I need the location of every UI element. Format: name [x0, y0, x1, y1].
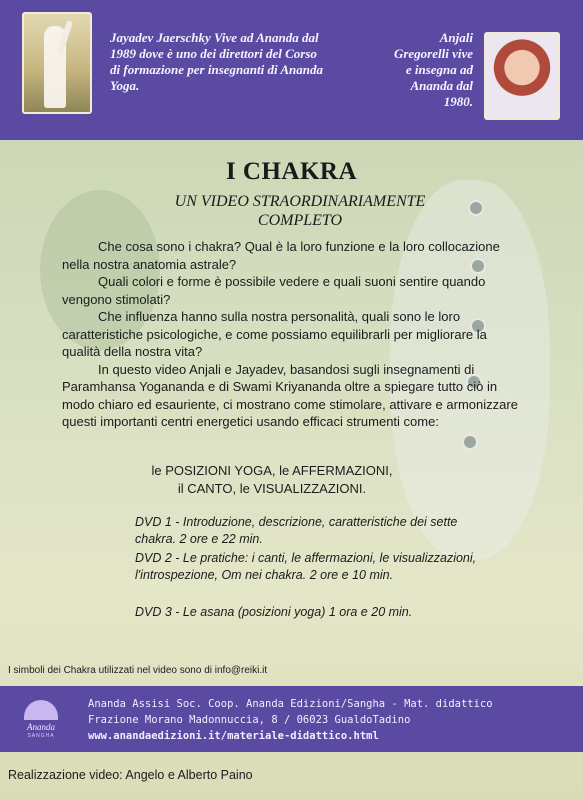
header-band: [0, 0, 583, 140]
tools-line-2: il CANTO, le VISUALIZZAZIONI.: [177, 481, 367, 496]
publisher-url: www.anandaedizioni.it/materiale-didattico.html: [88, 730, 379, 742]
publisher-info: [88, 696, 568, 744]
publisher-name: Ananda Assisi Soc. Coop. Ananda Edizioni/Sangha - Mat. didattico: [88, 698, 493, 710]
logo-text: Ananda: [27, 722, 55, 732]
anjali-bio: Anjali Gregorelli vive e insegna ad Ananda dal 1980.: [393, 30, 473, 109]
jayadev-photo: [22, 12, 92, 114]
anjali-photo: [484, 32, 560, 120]
dvd-2-description: [105, 550, 485, 584]
tools-line-1: le POSIZIONI YOGA, le AFFERMAZIONI,: [151, 463, 393, 478]
symbols-note: I simboli dei Chakra utilizzati nel video sono di info@reiki.it: [8, 665, 268, 676]
dvd-1-description: [105, 514, 485, 548]
page-subtitle: UN VIDEO STRAORDINARIAMENTE COMPLETO: [174, 193, 426, 229]
video-credit: Realizzazione video: Angelo e Alberto Paino: [8, 768, 253, 782]
page-title: I CHAKRA: [225, 158, 358, 185]
paragraph: In questo video Anjali e Jayadev, basandosi sugli insegnamenti di Paramhansa Yogananda e di Swami Kriyananda oltre a spiegare tutto ciò in modo chiaro ed esauriente, ci mostrano come stimolare, attivare e armonizzare questi importanti centri energetici usando efficaci strumenti come:: [62, 361, 518, 429]
dvd-3-text: DVD 3 - Le asana (posizioni yoga) 1 ora e 20 min.: [135, 605, 413, 619]
paragraph: Che influenza hanno sulla nostra personalità, quali sono le loro caratteristiche psicologiche, e come possiamo equilibrarli per migliorare la qualità della nostra vita?: [62, 309, 487, 359]
lotus-logo-icon: [24, 700, 58, 720]
ananda-logo: [16, 696, 66, 740]
description-text: [62, 238, 527, 431]
dvd-1-text: DVD 1 - Introduzione, descrizione, caratteristiche dei sette chakra. 2 ore e 22 min.: [135, 515, 458, 546]
publisher-address: Frazione Morano Madonnuccia, 8 / 06023 GualdoTadino: [88, 714, 411, 726]
publisher-band: [0, 686, 583, 752]
logo-subtext: SANGHA: [27, 733, 55, 739]
chakra-symbol-icon: [462, 434, 478, 450]
jayadev-bio: Jayadev Jaerschky Vive ad Ananda dal 1989 dove è uno dei direttori del Corso di formazione per insegnanti di Ananda Yoga.: [110, 30, 323, 93]
dvd-2-text: DVD 2 - Le pratiche: i canti, le affermazioni, le visualizzazioni, l'introspezione, Om nei chakra. 2 ore e 10 min.: [135, 551, 477, 582]
paragraph: Che cosa sono i chakra? Qual è la loro funzione e la loro collocazione nella nostra anatomia astrale?: [62, 239, 500, 272]
dvd-3-description: [105, 604, 485, 621]
chakra-symbol-icon: [468, 200, 484, 216]
paragraph: Quali colori e forme è possibile vedere e quali suoni sentire quando vengono stimolati?: [62, 274, 486, 307]
tools-list: [62, 462, 482, 498]
